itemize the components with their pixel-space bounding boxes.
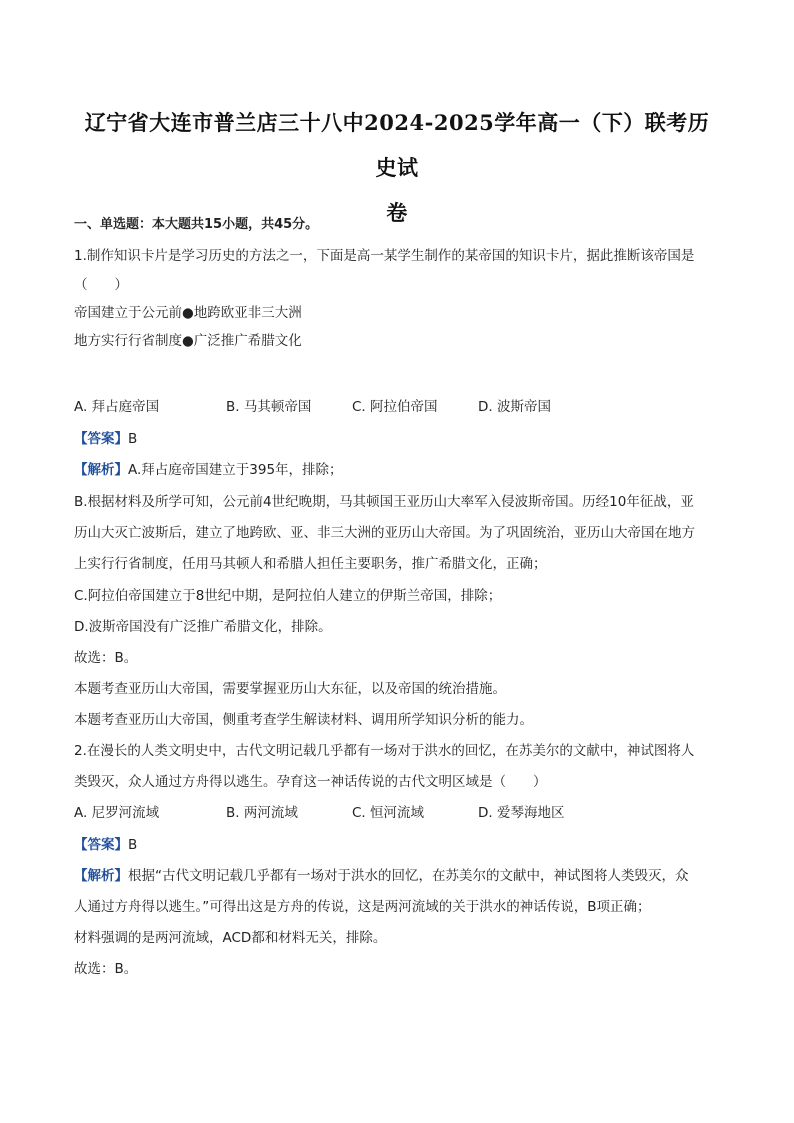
answer-tag: 【答案】 xyxy=(74,837,128,853)
q1-option-b: B. 马其顿帝国 xyxy=(226,399,312,415)
q1-conclusion: 故选：B。 xyxy=(74,650,138,666)
answer-value: B xyxy=(128,431,138,447)
analysis-text: A.拜占庭帝国建立于395年，排除； xyxy=(128,462,343,478)
q1-analysis-line-1 xyxy=(74,460,724,480)
q1-answer xyxy=(74,429,724,449)
q2-conclusion: 故选：B。 xyxy=(74,961,138,977)
q2-answer xyxy=(74,835,724,855)
q1-analysis-line-3: 历山大灭亡波斯后，建立了地跨欧、亚、非三大洲的亚历山大帝国。为了巩固统治，亚历山大帝国在地方 xyxy=(74,525,695,541)
q1-note-1: 本题考查亚历山大帝国，需要掌握亚历山大东征，以及帝国的统治措施。 xyxy=(74,681,506,697)
q1-stem-line-1: 1.制作知识卡片是学习历史的方法之一，下面是高一某学生制作的某帝国的知识卡片，据此推断该帝国是 xyxy=(74,248,695,264)
q2-option-b: B. 两河流域 xyxy=(226,805,298,821)
q2-stem-line-2: 类毁灭，众人通过方舟得以逃生。孕育这一神话传说的古代文明区域是（ ） xyxy=(74,774,547,790)
q2-option-a: A. 尼罗河流域 xyxy=(74,805,160,821)
q2-option-c: C. 恒河流域 xyxy=(352,805,425,821)
q1-note-2: 本题考查亚历山大帝国，侧重考查学生解读材料、调用所学知识分析的能力。 xyxy=(74,712,533,728)
q2-analysis-line-2: 人通过方舟得以逃生。”可得出这是方舟的传说，这是两河流域的关于洪水的神话传说，B项正确； xyxy=(74,899,651,915)
analysis-tag: 【解析】 xyxy=(74,462,128,478)
q1-option-c: C. 阿拉伯帝国 xyxy=(352,399,438,415)
q1-card-line-2: 地方实行行省制度●广泛推广希腊文化 xyxy=(74,333,302,349)
q2-option-d: D. 爱琴海地区 xyxy=(478,805,565,821)
answer-value: B xyxy=(128,837,138,853)
q2-stem-line-1: 2.在漫长的人类文明史中，古代文明记载几乎都有一场对于洪水的回忆，在苏美尔的文献中，神试图将人 xyxy=(74,743,695,759)
q1-option-d: D. 波斯帝国 xyxy=(478,399,551,415)
q1-analysis-line-2: B.根据材料及所学可知，公元前4世纪晚期，马其顿国王亚历山大率军入侵波斯帝国。历经10年征战，亚 xyxy=(74,494,694,510)
q2-analysis-line-3: 材料强调的是两河流域，ACD都和材料无关，排除。 xyxy=(74,930,387,946)
q1-card-line-1: 帝国建立于公元前●地跨欧亚非三大洲 xyxy=(74,305,302,321)
analysis-tag: 【解析】 xyxy=(74,868,128,884)
q2-analysis-line-1 xyxy=(74,866,724,886)
q1-analysis-line-5: C.阿拉伯帝国建立于8世纪中期，是阿拉伯人建立的伊斯兰帝国，排除； xyxy=(74,588,502,604)
section-header: 一、单选题：本大题共15小题，共45分。 xyxy=(74,217,319,232)
analysis-text: 根据“古代文明记载几乎都有一场对于洪水的回忆，在苏美尔的文献中，神试图将人类毁灭，众 xyxy=(128,868,689,884)
q1-analysis-line-4: 上实行行省制度，任用马其顿人和希腊人担任主要职务，推广希腊文化，正确； xyxy=(74,556,547,572)
title-line-2: 卷 xyxy=(386,200,408,225)
q1-stem-line-2: （ ） xyxy=(74,277,128,293)
q1-option-a: A. 拜占庭帝国 xyxy=(74,399,160,415)
title-line-1: 辽宁省大连市普兰店三十八中2024-2025学年高一（下）联考历史试 xyxy=(84,110,710,180)
q1-analysis-line-6: D.波斯帝国没有广泛推广希腊文化，排除。 xyxy=(74,619,332,635)
answer-tag: 【答案】 xyxy=(74,431,128,447)
